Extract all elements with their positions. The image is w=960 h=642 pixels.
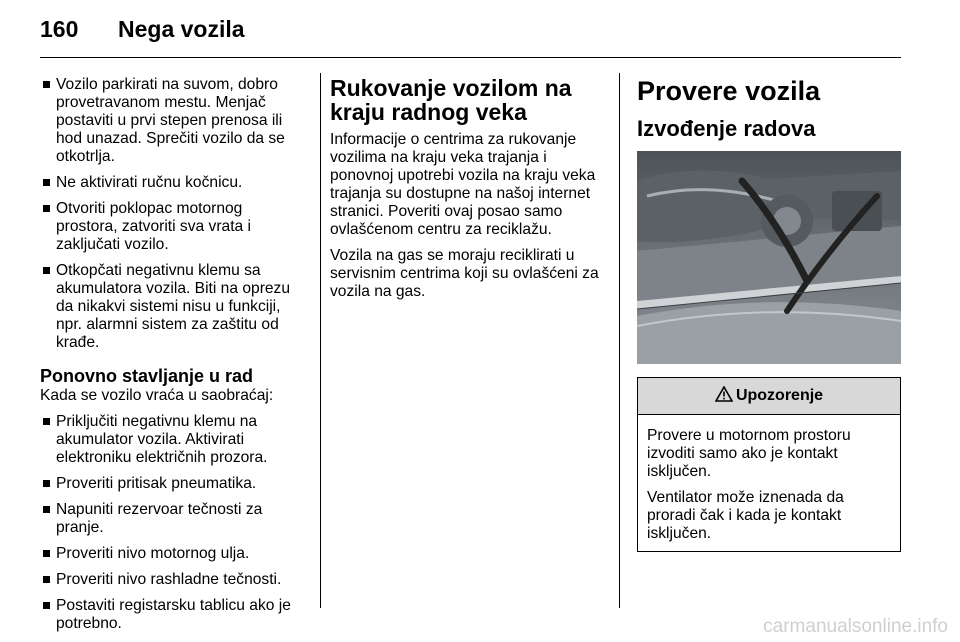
recommissioning-steps-list — [40, 413, 308, 633]
list-item: Proveriti nivo rashladne tečnosti. — [40, 571, 308, 589]
list-item: Otkopčati negativnu klemu sa akumulatora vozila. Biti na oprezu da nikakvi sistemi nisu u funkciji, npr. alarmni sistem za zaštitu od krađe. — [40, 262, 308, 352]
list-item: Ne aktivirati ručnu kočnicu. — [40, 174, 308, 192]
header-rule — [40, 57, 901, 58]
column-end-of-life — [330, 76, 602, 309]
end-of-life-paragraph: Informacije o centrima za rukovanje vozilima na kraju veka trajanja i ponovnoj upotrebi vozila na kraju veka trajanja su dostupne na našoj internet stranici. Poveriti ovaj posao samo ovlašćenom centru za reciklažu. — [330, 131, 596, 238]
list-item: Proveriti pritisak pneumatika. — [40, 475, 308, 493]
list-item: Priključiti negativnu klemu na akumulator vozila. Aktivirati elektroniku električnih prozora. — [40, 413, 308, 467]
list-item: Napuniti rezervoar tečnosti za pranje. — [40, 501, 308, 537]
engine-bay-illustration — [637, 151, 901, 364]
warning-box — [637, 377, 901, 552]
list-item: Proveriti nivo motornog ulja. — [40, 545, 308, 563]
warning-paragraph: Provere u motornom prostoru izvoditi samo ako je kontakt isključen. — [647, 427, 851, 480]
column-divider-left — [320, 73, 321, 608]
column-vehicle-checks — [637, 76, 901, 552]
page-number: 160 — [40, 16, 79, 42]
gas-vehicles-paragraph: Vozila na gas se moraju reciklirati u servisnim centrima koji su ovlašćeni za vozila na gas. — [330, 247, 599, 300]
list-item: Otvoriti poklopac motornog prostora, zatvoriti sva vrata i zaključati vozilo. — [40, 200, 308, 254]
list-item: Vozilo parkirati na suvom, dobro provetravanom mestu. Menjač postaviti u prvi stepen prenosa ili hod unazad. Sprečiti vozilo da se otkotrlja. — [40, 76, 308, 166]
storage-steps-list — [40, 76, 308, 352]
page-header — [40, 16, 245, 43]
performing-work-subheading: Izvođenje radova — [637, 116, 816, 141]
warning-paragraph: Ventilator može iznenada da proradi čak i kada je kontakt isključen. — [647, 489, 844, 542]
warning-title: Upozorenje — [735, 387, 824, 404]
list-item: Postaviti registarsku tablicu ako je potrebno. — [40, 597, 308, 633]
end-of-life-heading: Rukovanje vozilom na kraju radnog veka — [330, 75, 572, 125]
warning-body — [638, 415, 900, 543]
recommissioning-heading: Ponovno stavljanje u rad — [40, 366, 254, 386]
column-storage — [40, 76, 308, 641]
recommissioning-intro: Kada se vozilo vraća u saobraćaj: — [40, 387, 274, 404]
watermark: carmanualsonline.info — [763, 616, 948, 637]
engine-hood-photo — [637, 151, 901, 364]
page-title: Nega vozila — [118, 16, 245, 42]
column-divider-right — [619, 73, 620, 608]
warning-header — [638, 378, 900, 415]
vehicle-checks-heading: Provere vozila — [637, 76, 821, 106]
warning-triangle-icon — [715, 386, 733, 407]
